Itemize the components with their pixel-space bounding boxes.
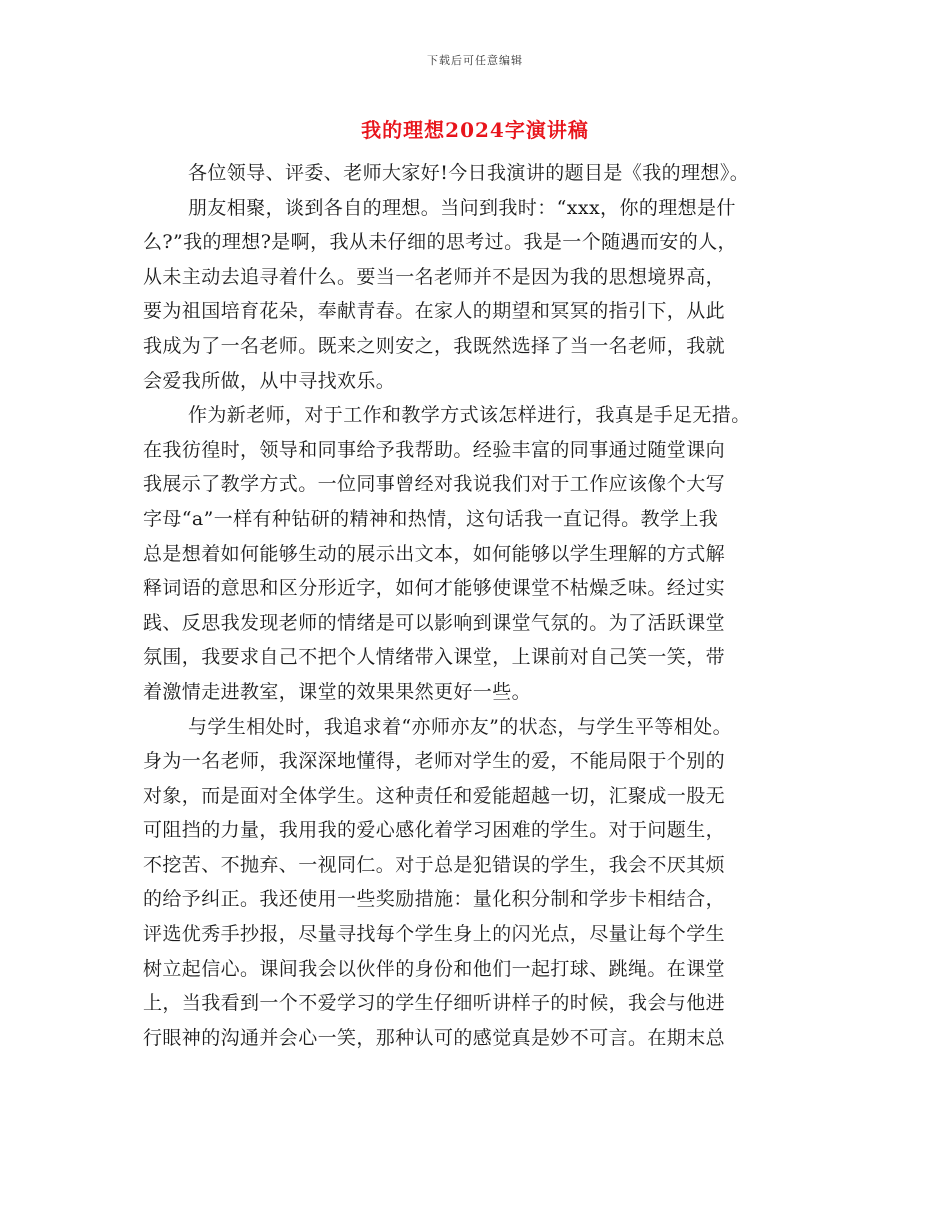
text-line: 朋友相聚，谈到各自的理想。当问到我时：“xxx，你的理想是什 bbox=[188, 196, 736, 219]
text-line: 在我彷徨时，领导和同事给予我帮助。经验丰富的同事通过随堂课向 bbox=[143, 438, 726, 461]
text-line: 身为一名老师，我深深地懂得，老师对学生的爱，不能局限于个别的 bbox=[143, 750, 726, 773]
text-line: 会爱我所做，从中寻找欢乐。 bbox=[143, 369, 396, 392]
text-line: 作为新老师，对于工作和教学方式该怎样进行，我真是手足无措。 bbox=[188, 404, 751, 427]
text-line: 释词语的意思和区分形近字，如何才能够使课堂不枯燥乏味。经过实 bbox=[143, 577, 726, 600]
text-line: 总是想着如何能够生动的展示出文本，如何能够以学生理解的方式解 bbox=[143, 542, 726, 565]
text-line: 我成为了一名老师。既来之则安之，我既然选择了当一名老师，我就 bbox=[143, 334, 726, 357]
text-line: 践、反思我发现老师的情绪是可以影响到课堂气氛的。为了活跃课堂 bbox=[143, 611, 726, 634]
document-title: 我的理想2024字演讲稿 bbox=[361, 118, 589, 142]
text-line: 可阻挡的力量，我用我的爱心感化着学习困难的学生。对于问题生， bbox=[143, 819, 726, 842]
document-body bbox=[143, 156, 823, 1055]
text-line: 着激情走进教室，课堂的效果果然更好一些。 bbox=[143, 680, 532, 703]
text-line: 氛围，我要求自己不把个人情绪带入课堂，上课前对自己笑一笑，带 bbox=[143, 646, 726, 669]
text-line: 对象，而是面对全体学生。这种责任和爱能超越一切，汇聚成一股无 bbox=[143, 784, 726, 807]
text-line: 的给予纠正。我还使用一些奖励措施：量化积分制和学步卡相结合， bbox=[143, 888, 726, 911]
text-line: 上，当我看到一个不爱学习的学生仔细听讲样子的时候，我会与他进 bbox=[143, 992, 726, 1015]
text-line: 从未主动去追寻着什么。要当一名老师并不是因为我的思想境界高， bbox=[143, 265, 726, 288]
text-line: 要为祖国培育花朵，奉献青春。在家人的期望和冥冥的指引下，从此 bbox=[143, 300, 726, 323]
text-line: 与学生相处时，我追求着“亦师亦友”的状态，与学生平等相处。 bbox=[188, 715, 733, 738]
text-line: 行眼神的沟通并会心一笑，那种认可的感觉真是妙不可言。在期末总 bbox=[143, 1026, 726, 1049]
text-line: 评选优秀手抄报，尽量寻找每个学生身上的闪光点，尽量让每个学生 bbox=[143, 923, 726, 946]
header-note: 下载后可任意编辑 bbox=[427, 54, 523, 67]
text-line: 不挖苦、不抛弃、一视同仁。对于总是犯错误的学生，我会不厌其烦 bbox=[143, 853, 726, 876]
text-line: 各位领导、评委、老师大家好!今日我演讲的题目是《我的理想》。 bbox=[188, 162, 750, 184]
text-line: 我展示了教学方式。一位同事曾经对我说我们对于工作应该像个大写 bbox=[143, 473, 726, 496]
text-line: 字母“a”一样有种钻研的精神和热情，这句话我一直记得。教学上我 bbox=[143, 507, 719, 530]
text-line: 么?”我的理想?是啊，我从未仔细的思考过。我是一个随遇而安的人， bbox=[143, 231, 737, 254]
text-line: 树立起信心。课间我会以伙伴的身份和他们一起打球、跳绳。在课堂 bbox=[143, 957, 726, 980]
